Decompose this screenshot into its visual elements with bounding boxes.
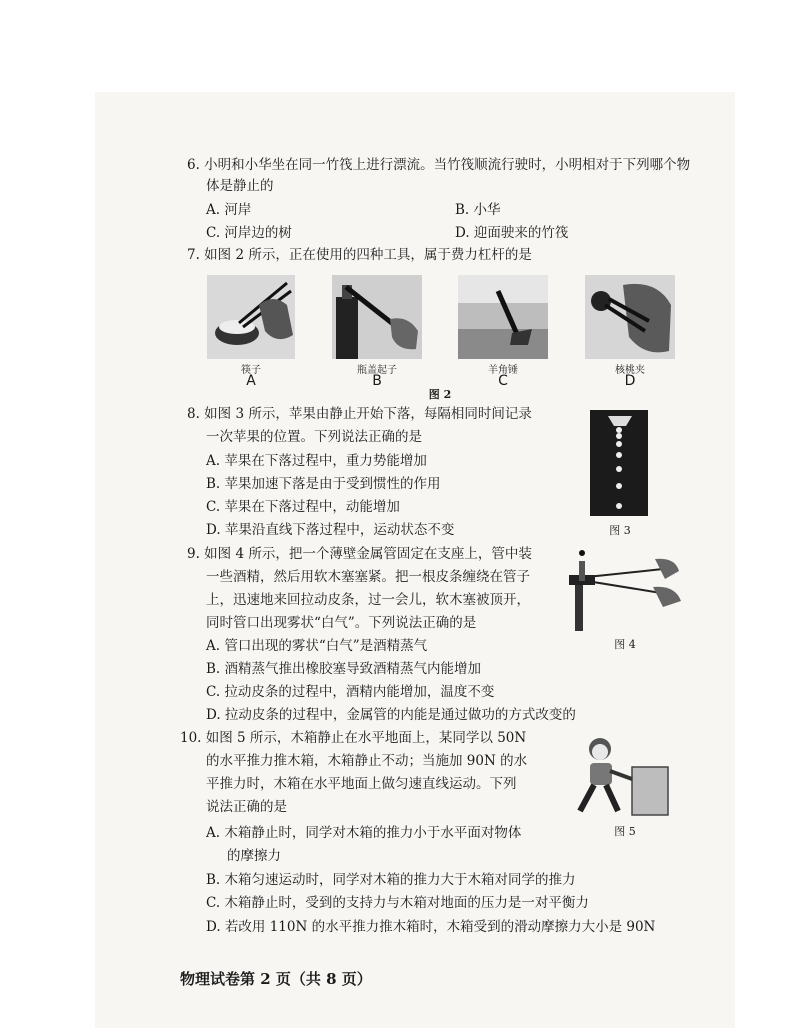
tool-name-nutcracker: 核桃夹 xyxy=(615,365,645,376)
falling-apple-image xyxy=(590,410,648,516)
q6-option-b: B. 小华 xyxy=(455,202,501,218)
tool-letter-a: A xyxy=(246,373,256,389)
q9-stem-line2: 一些酒精，然后用软木塞塞紧。把一根皮条缠绕在管子 xyxy=(206,569,530,585)
q6-option-c: C. 河岸边的树 xyxy=(206,225,292,241)
q9-option-b: B. 酒精蒸气推出橡胶塞导致酒精蒸气内能增加 xyxy=(206,661,482,677)
boy-pushing-box-image xyxy=(570,735,674,819)
q8-stem-line2: 一次苹果的位置。下列说法正确的是 xyxy=(206,429,422,445)
tool-image-nutcracker xyxy=(585,275,675,359)
q10-stem-line1: 10. 如图 5 所示，木箱静止在水平地面上，某同学以 50N xyxy=(180,730,527,746)
tool-name-chopsticks: 筷子 xyxy=(241,365,261,376)
q6-option-d: D. 迎面驶来的竹筏 xyxy=(455,225,569,241)
q9-stem-line1: 9. 如图 4 所示，把一个薄壁金属管固定在支座上，管中装 xyxy=(187,546,532,562)
q8-option-a: A. 苹果在下落过程中，重力势能增加 xyxy=(206,453,427,469)
q6-stem-line1: 6. 小明和小华坐在同一竹筏上进行漂流。当竹筏顺流行驶时，小明相对于下列哪个物 xyxy=(187,157,691,173)
q6-stem-line2: 体是静止的 xyxy=(206,178,274,194)
q9-option-a: A. 管口出现的雾状“白气”是酒精蒸气 xyxy=(206,638,428,654)
figure-3-label: 图 3 xyxy=(609,524,631,537)
figure-5-label: 图 5 xyxy=(614,825,636,838)
q10-stem-line4: 说法正确的是 xyxy=(206,799,287,815)
q10-option-a-line1: A. 木箱静止时，同学对木箱的推力小于水平面对物体 xyxy=(206,825,522,841)
q8-stem-line1: 8. 如图 3 所示，苹果由静止开始下落，每隔相同时间记录 xyxy=(187,406,532,422)
q10-option-c: C. 木箱静止时，受到的支持力与木箱对地面的压力是一对平衡力 xyxy=(206,895,589,911)
q9-stem-line3: 上，迅速地来回拉动皮条，过一会儿，软木塞被顶开， xyxy=(206,592,530,608)
q7-stem: 7. 如图 2 所示，正在使用的四种工具，属于费力杠杆的是 xyxy=(187,247,532,263)
q8-option-c: C. 苹果在下落过程中，动能增加 xyxy=(206,499,400,515)
q10-option-d: D. 若改用 110N 的水平推力推木箱时，木箱受到的滑动摩擦力大小是 90N xyxy=(206,919,656,935)
figure-4-label: 图 4 xyxy=(614,638,636,651)
q6-option-a: A. 河岸 xyxy=(206,202,252,218)
tool-letter-c: C xyxy=(498,373,508,389)
tool-image-bottle-opener xyxy=(332,275,422,359)
q8-option-d: D. 苹果沿直线下落过程中，运动状态不变 xyxy=(206,522,455,538)
q10-option-a-line2: 的摩擦力 xyxy=(227,848,281,864)
q10-stem-line3: 平推力时，木箱在水平地面上做匀速直线运动。下列 xyxy=(206,776,517,792)
q9-option-d: D. 拉动皮条的过程中，金属管的内能是通过做功的方式改变的 xyxy=(206,707,576,723)
tool-name-bottle-opener: 瓶盖起子 xyxy=(357,365,397,376)
q10-stem-line2: 的水平推力推木箱，木箱静止不动；当施加 90N 的水 xyxy=(206,753,528,769)
metal-tube-apparatus-image xyxy=(565,545,683,631)
q9-stem-line4: 同时管口出现雾状“白气”。下列说法正确的是 xyxy=(206,615,477,631)
tool-image-claw-hammer xyxy=(458,275,548,359)
tool-name-claw-hammer: 羊角锤 xyxy=(488,365,518,376)
tool-image-chopsticks xyxy=(207,275,295,359)
tool-letter-d: D xyxy=(624,373,636,389)
q8-option-b: B. 苹果加速下落是由于受到惯性的作用 xyxy=(206,476,441,492)
tool-letter-b: B xyxy=(372,373,382,389)
q9-option-c: C. 拉动皮条的过程中，酒精内能增加，温度不变 xyxy=(206,684,495,700)
figure-2-label: 图 2 xyxy=(428,388,452,401)
page-footer: 物理试卷第 2 页（共 8 页） xyxy=(180,970,372,988)
q10-option-b: B. 木箱匀速运动时，同学对木箱的推力大于木箱对同学的推力 xyxy=(206,872,576,888)
